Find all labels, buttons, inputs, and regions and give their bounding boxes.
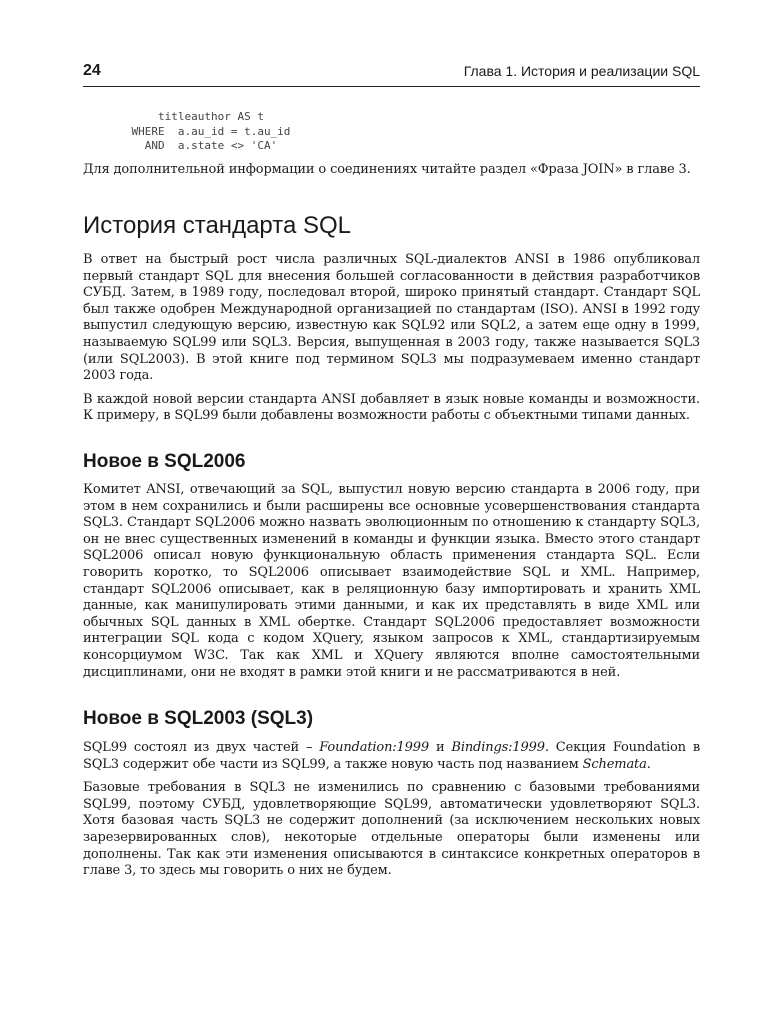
paragraph: В каждой новой версии стандарта ANSI добавляет в язык новые команды и возможности. К примеру, в SQL99 были добавлены возможности работы с объектными типами данных.	[83, 391, 700, 424]
page-number: 24	[83, 62, 101, 79]
running-head-chapter-title: Глава 1. История и реализации SQL	[463, 63, 700, 79]
code-line: AND a.state <> 'CA'	[105, 139, 278, 152]
foundation-term: Foundation:1999	[319, 740, 430, 755]
section-sql2006-body	[83, 482, 700, 688]
intro-note-block	[83, 162, 700, 186]
section-history-body	[83, 252, 700, 432]
paragraph: SQL99 состоял из двух частей – Foundation:1999 и Bindings:1999. Секция Foundation в SQL3 содержит обе части из SQL99, а также новую часть под названием Schemata.	[83, 740, 700, 772]
code-line: WHERE a.au_id = t.au_id	[105, 124, 291, 138]
bindings-term: Bindings:1999	[451, 740, 545, 755]
paragraph: Комитет ANSI, отвечающий за SQL, выпустил новую версию стандарта в 2006 году, при этом в нем сохранились и были расширены все основные усовершенствования стандарта SQL3. Стандарт SQL2006 можно назвать эволюционным по отношению к стандарту SQL3, он не внес существенных изменений в команды и функции языка. Вместо этого стандарт SQL2006 описал новую функциональную область применения стандарта SQL. Если говорить коротко, то SQL2006 описывает взаимодействие SQL и XML. Например, стандарт SQL2006 описывает, как в реляционную базу импортировать и хранить XML данные, как манипулировать этими данными, и как их представлять в виде XML или обычных SQL данных в XML обертке. Стандарт SQL2006 предоставляет возможности интеграции SQL кода с кодом XQuery, языком запросов к XML, стандартизируемым консорциумом W3C. Так как XML и XQuery являются вполне самостоятельными дисциплинами, они не входят в рамки этой книги и не рассматриваются в ней.	[83, 482, 700, 680]
intro-note: Для дополнительной информации о соединениях читайте раздел «Фраза JOIN» в главе 3.	[83, 162, 691, 177]
page-header	[83, 62, 700, 87]
section-sql2003-body	[83, 740, 700, 887]
paragraph: В ответ на быстрый рост числа различных SQL-диалектов ANSI в 1986 опубликовал первый стандарт SQL для внесения большей согласованности в действия разработчиков СУБД. Затем, в 1989 году, последовал второй, широко принятый стандарт. Стандарт SQL был также одобрен Международной организацией по стандартам (ISO). ANSI в 1992 году выпустил следующую версию, известную как SQL92 или SQL2, а затем еще одну в 1999, называемую SQL99 или SQL3. Версия, выпущенная в 2003 году, также называется SQL3 (или SQL2003). В этой книге под термином SQL3 мы подразумеваем именно стандарт 2003 года.	[83, 252, 700, 384]
paragraph: Базовые требования в SQL3 не изменились по сравнению с базовыми требованиями SQL99, поэтому СУБД, удовлетворяющие SQL99, автоматически удовлетворяют SQL3. Хотя базовая часть SQL3 не содержит дополнений (за исключением нескольких новых зарезервированных слов), некоторые отдельные операторы были изменены или дополнены. Так как эти изменения описываются в синтаксисе конкретных операторов в главе 3, то здесь мы говорить о них не будем.	[83, 780, 700, 879]
section-title-sql2006: Новое в SQL2006	[83, 451, 246, 472]
sql-code-listing	[105, 110, 290, 154]
section-title-history: История стандарта SQL	[83, 212, 351, 239]
code-line: titleauthor AS t	[105, 110, 264, 123]
schemata-term: Schemata	[582, 756, 647, 772]
section-title-sql2003: Новое в SQL2003 (SQL3)	[83, 708, 314, 729]
